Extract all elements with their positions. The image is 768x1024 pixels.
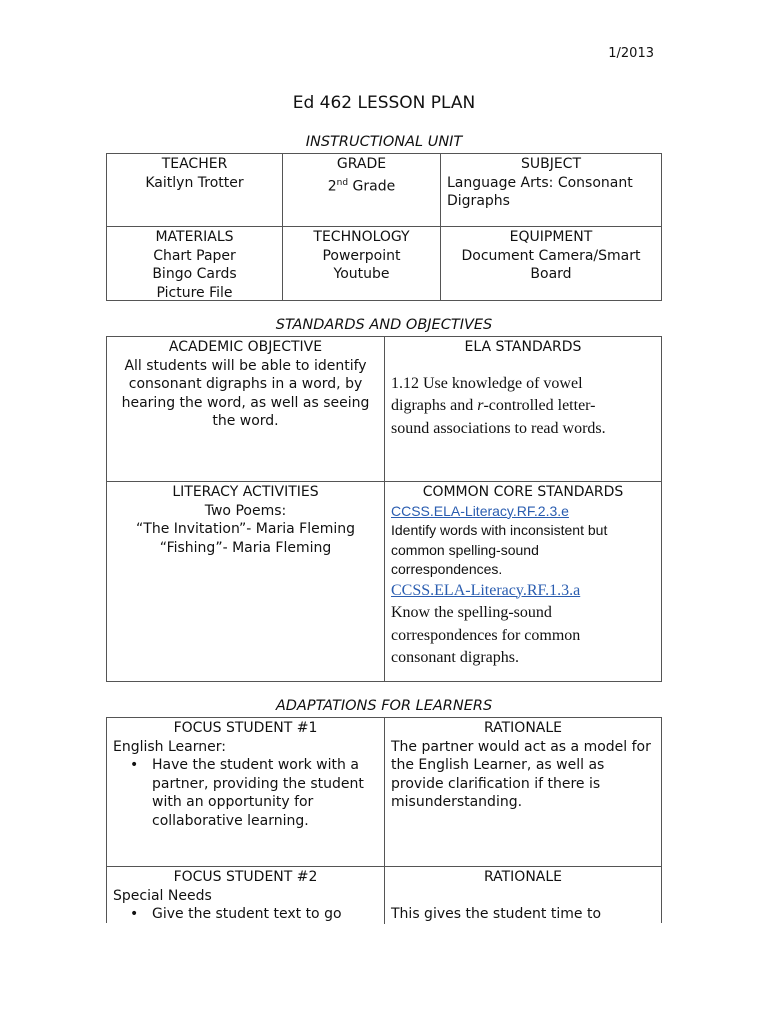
document-date: 1/2013 — [608, 46, 654, 61]
ela-standards-cell — [385, 337, 661, 440]
common-core-label: COMMON CORE STANDARDS — [422, 484, 624, 500]
focus-student-1-type: English Learner: — [113, 738, 226, 755]
grade-value: 2nd Grade — [327, 177, 396, 195]
focus-student-1-cell — [107, 718, 384, 830]
materials-item: Chart Paper — [153, 247, 236, 264]
adaptations-table — [106, 717, 662, 923]
technology-item: Powerpoint — [322, 247, 401, 264]
materials-label: MATERIALS — [155, 229, 234, 245]
focus-student-2-strategy: • Give the student text to go — [152, 905, 370, 924]
standards-table — [106, 336, 662, 682]
academic-objective-cell — [107, 337, 384, 431]
materials-item: Bingo Cards — [152, 266, 237, 282]
technology-item: Youtube — [333, 266, 390, 282]
materials-item: Picture File — [156, 284, 233, 301]
teacher-label: TEACHER — [161, 156, 228, 172]
grade-label: GRADE — [336, 156, 387, 172]
ccss-rf-1-3-a-text: Know the spelling-sound correspondences for common consonant digraphs. — [391, 604, 581, 666]
literacy-activities-label: LITERACY ACTIVITIES — [172, 484, 319, 500]
adaptations-heading: ADAPTATIONS FOR LEARNERS — [275, 698, 493, 714]
rationale-2-text: This gives the student time to — [391, 905, 602, 922]
ccss-rf-1-3-a-link[interactable]: CCSS.ELA-Literacy.RF.1.3.a — [391, 581, 581, 599]
ccss-rf-2-3-e-link[interactable]: CCSS.ELA-Literacy.RF.2.3.e — [391, 502, 569, 519]
common-core-cell — [385, 482, 661, 670]
ela-standards-text: 1.12 Use knowledge of vowel digraphs and r-controlled letter-sound associations to read words. — [391, 374, 606, 437]
academic-objective-label: ACADEMIC OBJECTIVE — [168, 339, 323, 355]
focus-student-2-label: FOCUS STUDENT #2 — [173, 869, 318, 885]
subject-value: Language Arts: Consonant Digraphs — [447, 174, 633, 209]
standards-heading: STANDARDS AND OBJECTIVES — [275, 317, 493, 333]
subject-cell — [441, 154, 661, 211]
focus-student-2-cell — [107, 867, 384, 924]
literacy-activities-cell — [107, 482, 384, 557]
focus-student-2-type: Special Needs — [113, 887, 212, 904]
page-title: Ed 462 LESSON PLAN — [292, 93, 476, 113]
rationale-1-cell — [385, 718, 661, 812]
instructional-unit-heading: INSTRUCTIONAL UNIT — [305, 134, 463, 150]
poem-item: “The Invitation”- Maria Fleming — [136, 521, 355, 537]
rationale-2-label: RATIONALE — [483, 869, 563, 885]
rationale-1-text: The partner would act as a model for the English Learner, as well as provide clarification if there is misunderstanding. — [391, 738, 651, 810]
technology-cell — [283, 227, 440, 284]
poem-item: “Fishing”- Maria Fleming — [159, 539, 332, 556]
subject-label: SUBJECT — [520, 156, 582, 172]
equipment-label: EQUIPMENT — [509, 229, 593, 245]
teacher-value: Kaitlyn Trotter — [145, 174, 244, 191]
instructional-unit-table — [106, 153, 662, 301]
rationale-1-label: RATIONALE — [483, 720, 563, 736]
teacher-cell — [107, 154, 282, 192]
academic-objective-text: All students will be able to identify consonant digraphs in a word, by hearing the word, as well as seeing the word. — [121, 357, 370, 429]
grade-cell — [283, 154, 440, 196]
materials-cell — [107, 227, 282, 302]
focus-student-1-label: FOCUS STUDENT #1 — [173, 720, 318, 736]
ela-standards-label: ELA STANDARDS — [464, 339, 582, 355]
ccss-rf-2-3-e-text: Identify words with inconsistent but common spelling-sound correspondences. — [391, 522, 608, 577]
equipment-cell — [441, 227, 661, 284]
literacy-subtitle: Two Poems: — [204, 502, 287, 519]
technology-label: TECHNOLOGY — [313, 229, 410, 245]
focus-student-1-strategy: • Have the student work with a partner, providing the student with an opportunity for collaborative learning. — [152, 756, 370, 830]
rationale-2-cell — [385, 867, 661, 923]
equipment-value: Document Camera/Smart Board — [461, 247, 641, 282]
